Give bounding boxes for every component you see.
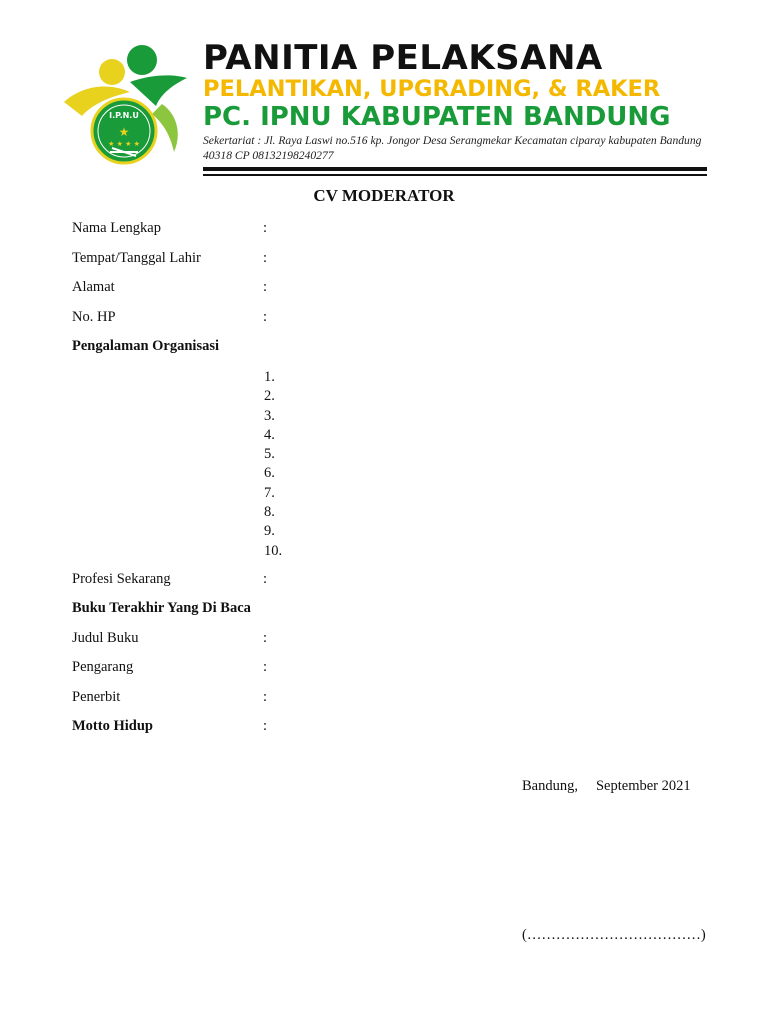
header-line-1: PANITIA PELAKSANA bbox=[203, 38, 603, 78]
colon: : bbox=[263, 220, 268, 236]
field-alamat: Alamat bbox=[72, 279, 115, 295]
field-tempat-tanggal-lahir: Tempat/Tanggal Lahir bbox=[72, 250, 201, 266]
field-nama-lengkap: Nama Lengkap bbox=[72, 220, 161, 236]
field-pengarang: Pengarang bbox=[72, 659, 134, 675]
header-divider-thin bbox=[203, 174, 707, 176]
colon: : bbox=[263, 689, 268, 705]
date-line bbox=[522, 778, 691, 795]
colon: : bbox=[263, 571, 268, 587]
section-pengalaman-organisasi: Pengalaman Organisasi bbox=[72, 338, 220, 354]
list-item: 2. bbox=[264, 388, 275, 405]
document-title: CV MODERATOR bbox=[313, 186, 455, 205]
list-item: 6. bbox=[264, 465, 275, 482]
letterhead bbox=[52, 34, 712, 184]
colon: : bbox=[263, 630, 268, 646]
date-month-year: September 2021 bbox=[595, 778, 691, 794]
colon: : bbox=[263, 659, 268, 675]
field-motto-hidup: Motto Hidup bbox=[72, 718, 153, 734]
date-city: Bandung, bbox=[522, 778, 578, 794]
logo-text: I.P.N.U bbox=[109, 111, 139, 120]
svg-text:★ ★ ★ ★: ★ ★ ★ ★ bbox=[108, 140, 140, 148]
colon: : bbox=[263, 718, 268, 734]
field-judul-buku: Judul Buku bbox=[72, 630, 139, 646]
svg-text:★: ★ bbox=[118, 125, 130, 139]
field-profesi-sekarang: Profesi Sekarang bbox=[72, 571, 171, 587]
list-item: 8. bbox=[264, 504, 275, 521]
list-item: 10. bbox=[264, 542, 283, 559]
experience-list bbox=[264, 368, 282, 561]
list-item: 9. bbox=[264, 523, 275, 540]
header-divider-thick bbox=[203, 167, 707, 171]
header-line-3: PC. IPNU KABUPATEN BANDUNG bbox=[203, 102, 671, 132]
field-no-hp: No. HP bbox=[72, 309, 116, 325]
ipnu-logo bbox=[52, 34, 197, 179]
list-item: 1. bbox=[264, 369, 275, 385]
list-item: 3. bbox=[264, 407, 275, 424]
header-address: Sekertariat : Jl. Raya Laswi no.516 kp. Jongor Desa Serangmekar Kecamatan ciparay kabupaten Bandung 40318 CP 08132198240277 bbox=[203, 134, 702, 162]
colon: : bbox=[263, 279, 268, 295]
list-item: 7. bbox=[264, 484, 275, 501]
list-item: 5. bbox=[264, 446, 275, 463]
colon: : bbox=[263, 250, 268, 266]
colon: : bbox=[263, 309, 268, 325]
header-line-2: PELANTIKAN, UPGRADING, & RAKER bbox=[203, 76, 661, 102]
list-item: 4. bbox=[264, 426, 275, 443]
signature-line: (………………………………) bbox=[522, 927, 706, 943]
section-buku-terakhir: Buku Terakhir Yang Di Baca bbox=[72, 600, 251, 616]
field-penerbit: Penerbit bbox=[72, 689, 121, 705]
